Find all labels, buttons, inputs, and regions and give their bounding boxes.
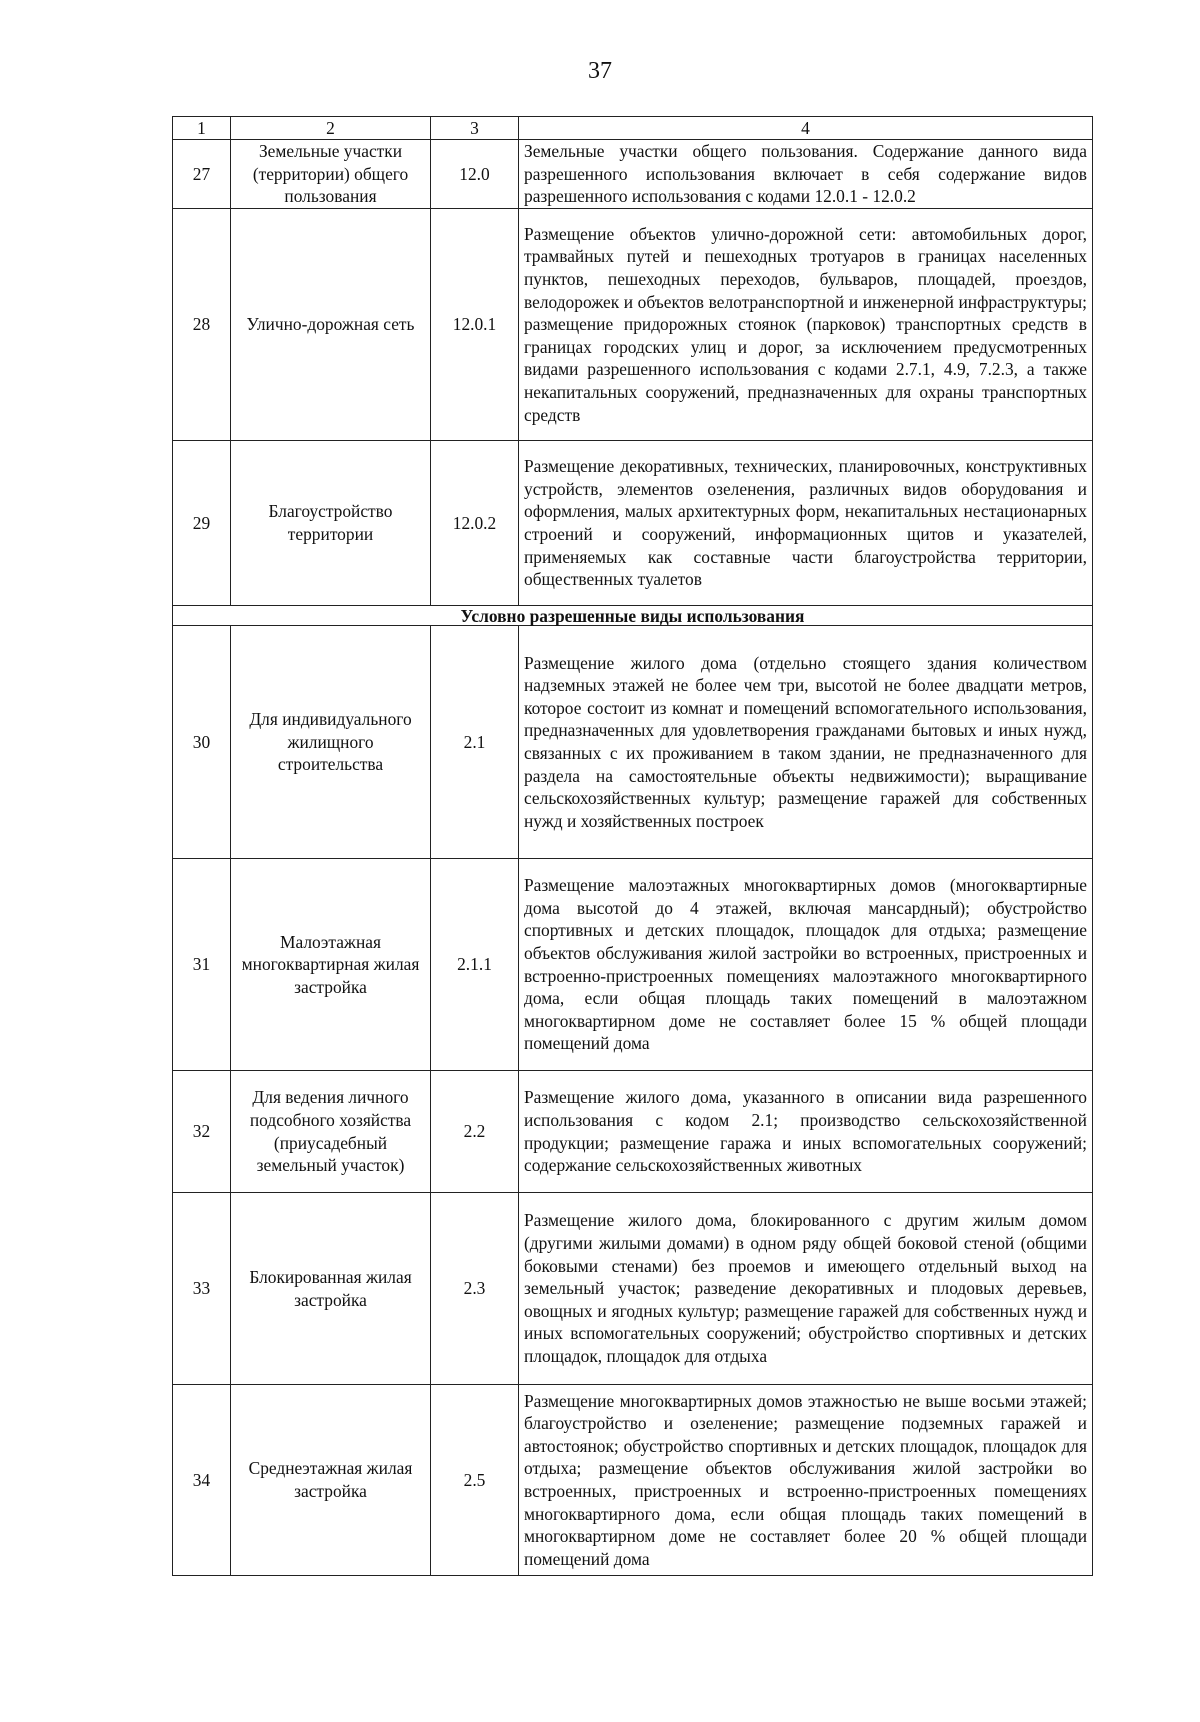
row-number: 27 [173,140,231,209]
use-type-name: Улично-дорожная сеть [231,209,431,441]
table-row [173,140,1093,209]
table-row [173,441,1093,606]
row-number: 28 [173,209,231,441]
use-type-description: Земельные участки общего пользования. Содержание данного вида разрешенного использования включает в себя содержание видов разрешенного использования с кодами 12.0.1 - 12.0.2 [519,140,1093,209]
table-row [173,209,1093,441]
row-number: 33 [173,1193,231,1385]
use-type-description: Размещение многоквартирных домов этажностью не выше восьми этажей; благоустройство и озеленение; размещение подземных гаражей и автостоянок; обустройство спортивных и детских площадок, площадок для отдыха; размещение объектов обслуживания жилой застройки во встроенных, пристроенных и встроенно-пристроенных помещениях многоквартирного дома, если общая площадь таких помещений в многоквартирном доме не составляет более 20 % общей площади помещений дома [519,1385,1093,1576]
table-row [173,1193,1093,1385]
row-number: 31 [173,859,231,1071]
use-type-code: 12.0.1 [431,209,519,441]
use-type-code: 2.1.1 [431,859,519,1071]
use-type-code: 2.1 [431,626,519,859]
table-row [173,626,1093,859]
column-number-4: 4 [519,117,1093,140]
section-title: Условно разрешенные виды использования [173,606,1093,626]
use-type-description: Размещение малоэтажных многоквартирных домов (многоквартирные дома высотой до 4 этажей, включая мансардный); обустройство спортивных и детских площадок, площадок для отдыха; размещение объектов обслуживания жилой застройки во встроенных, пристроенных и встроенно-пристроенных помещениях малоэтажного многоквартирного дома, если общая площадь таких помещений в малоэтажном многоквартирном доме не составляет более 15 % общей площади помещений дома [519,859,1093,1071]
use-type-description: Размещение декоративных, технических, планировочных, конструктивных устройств, элементов озеленения, различных видов оборудования и оформления, малых архитектурных форм, некапитальных нестационарных строений и сооружений, информационных щитов и указателей, применяемых как составные части благоустройства территории, общественных туалетов [519,441,1093,606]
use-type-name: Для ведения личного подсобного хозяйства (приусадебный земельный участок) [231,1071,431,1193]
table-row [173,1385,1093,1576]
use-type-name: Среднеэтажная жилая застройка [231,1385,431,1576]
use-type-code: 2.5 [431,1385,519,1576]
page-number: 37 [588,58,612,84]
section-row [173,606,1093,626]
use-type-name: Благоустройство территории [231,441,431,606]
table-row [173,859,1093,1071]
use-type-description: Размещение жилого дома, указанного в описании вида разрешенного использования с кодом 2.1; производство сельскохозяйственной продукции; размещение гаража и иных вспомогательных сооружений; содержание сельскохозяйственных животных [519,1071,1093,1193]
row-number: 29 [173,441,231,606]
column-number-2: 2 [231,117,431,140]
use-type-name: Для индивидуального жилищного строительства [231,626,431,859]
use-type-description: Размещение жилого дома, блокированного с другим жилым домом (другими жилыми домами) в одном ряду общей боковой стеной (общими боковыми стенами) без проемов и имеющего отдельный выход на земельный участок; разведение декоративных и плодовых деревьев, овощных и ягодных культур; размещение гаражей для собственных нужд и иных вспомогательных сооружений; обустройство спортивных и детских площадок, площадок для отдыха [519,1193,1093,1385]
row-number: 32 [173,1071,231,1193]
use-type-code: 2.3 [431,1193,519,1385]
use-type-code: 2.2 [431,1071,519,1193]
use-type-name: Блокированная жилая застройка [231,1193,431,1385]
use-type-name: Земельные участки (территории) общего пользования [231,140,431,209]
use-type-description: Размещение объектов улично-дорожной сети: автомобильных дорог, трамвайных путей и пешеходных тротуаров в границах населенных пунктов, пешеходных переходов, бульваров, площадей, проездов, велодорожек и объектов велотранспортной и инженерной инфраструктуры; размещение придорожных стоянок (парковок) транспортных средств в границах городских улиц и дорог, за исключением предусмотренных видами разрешенного использования с кодами 2.7.1, 4.9, 7.2.3, а также некапитальных сооружений, предназначенных для охраны транспортных средств [519,209,1093,441]
use-type-code: 12.0.2 [431,441,519,606]
table-header-row [173,117,1093,140]
row-number: 30 [173,626,231,859]
land-use-table [172,116,1093,1576]
column-number-3: 3 [431,117,519,140]
row-number: 34 [173,1385,231,1576]
use-type-code: 12.0 [431,140,519,209]
use-type-description: Размещение жилого дома (отдельно стоящего здания количеством надземных этажей не более чем три, высотой не более двадцати метров, которое состоит из комнат и помещений вспомогательного использования, предназначенных для удовлетворения гражданами бытовых и иных нужд, связанных с их проживанием в таком здании, не предназначенного для раздела на самостоятельные объекты недвижимости); выращивание сельскохозяйственных культур; размещение гаражей для собственных нужд и хозяйственных построек [519,626,1093,859]
use-type-name: Малоэтажная многоквартирная жилая застройка [231,859,431,1071]
table-row [173,1071,1093,1193]
column-number-1: 1 [173,117,231,140]
